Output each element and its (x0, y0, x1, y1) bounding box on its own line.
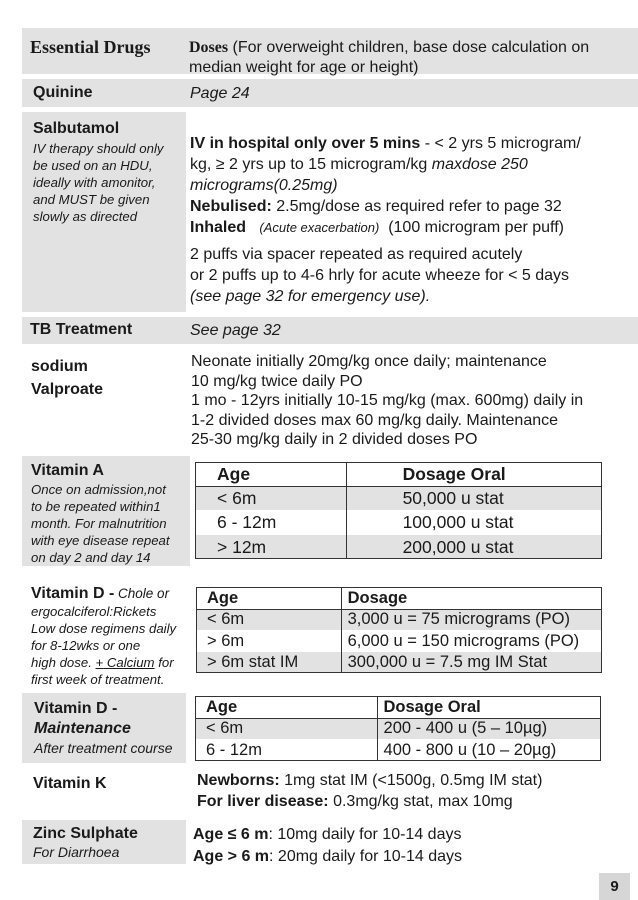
table-cell: 200,000 u stat (346, 535, 601, 559)
vitamin-k-l2-bold: For liver disease: (197, 793, 329, 810)
quinine-name: Quinine (33, 84, 93, 101)
table-row (197, 587, 602, 609)
vitamin-a-table (195, 462, 602, 559)
salbutamol-dose (190, 133, 630, 307)
zinc-l2-bold: Age > 6 m (193, 848, 270, 865)
vitamin-d-maint-table (195, 696, 601, 761)
table-row (196, 486, 602, 510)
header-doses-line2: median weight for age or height) (189, 59, 419, 76)
salbutamol-note-line: and MUST be given (33, 192, 150, 207)
vitamin-k-name: Vitamin K (33, 775, 107, 792)
vitamin-d-name-line (31, 585, 169, 603)
vitamin-d-maint-name-2: Maintenance (34, 720, 131, 737)
valproate-name-1: sodium (31, 358, 88, 375)
salbutamol-iv-line2-a: kg, ≥ 2 yrs up to 15 microgram/kg (190, 156, 432, 173)
vitamin-d-table (196, 587, 602, 673)
table-row (197, 609, 602, 630)
salbutamol-iv-line3: micrograms(0.25mg) (190, 177, 338, 194)
vitamin-d-name: Vitamin D - (31, 585, 115, 602)
vitamin-d-note-line: Low dose regimens daily (31, 621, 177, 636)
header-doses (189, 38, 634, 78)
zinc-note: For Diarrhoea (33, 844, 120, 860)
table-row (197, 652, 602, 673)
vitamin-a-name: Vitamin A (31, 462, 104, 479)
zinc-dose (193, 824, 633, 868)
zinc-l1-rest: : 10mg daily for 10-14 days (268, 826, 462, 843)
vitamin-k-line1 (197, 770, 637, 791)
vitamin-k-l1-bold: Newborns: (197, 772, 280, 789)
table-row (196, 510, 602, 535)
zinc-l1-bold: Age ≤ 6 m (193, 826, 269, 843)
valproate-name-2: Valproate (31, 381, 104, 398)
vitamin-d-note4-d: for (154, 655, 174, 670)
salbutamol-neb-bold: Nebulised: (190, 198, 272, 215)
table-cell: 300,000 u = 7.5 mg IM Stat (341, 652, 601, 673)
vitamin-d-note-line: for 8-12wks or one (31, 638, 141, 653)
valproate-line: 1-2 divided doses max 60 mg/kg daily. Maintenance (191, 411, 559, 429)
table-cell: 50,000 u stat (346, 486, 601, 510)
vitamin-d-name-note: Chole or (114, 586, 170, 601)
salbutamol-iv-line2 (190, 154, 630, 175)
table-cell: 100,000 u stat (346, 510, 601, 535)
salbutamol-nebulised (190, 196, 630, 217)
salbutamol-note-line: IV therapy should only (33, 141, 164, 156)
salbutamol-note-line: be used on an HDU, (33, 158, 153, 173)
table-row (196, 739, 601, 761)
table-header-dosage: Dosage Oral (377, 696, 600, 718)
table-header-age: Age (197, 587, 342, 609)
salbutamol-inhaled (190, 217, 630, 238)
header-doses-rest: (For overweight children, base dose calculation on (228, 39, 590, 56)
vitamin-d-plusminus: + (95, 655, 104, 670)
table-header-age: Age (196, 696, 378, 718)
salbutamol-note-line: slowly as directed (33, 209, 138, 224)
salbutamol-iv-line2-b: maxdose 250 (431, 156, 528, 173)
vitamin-d-calcium: Calcium (103, 655, 155, 670)
vitamin-a-header-divider (195, 486, 602, 487)
table-cell: 6,000 u = 150 micrograms (PO) (341, 630, 601, 652)
quinine-dose: Page 24 (190, 85, 250, 102)
salbutamol-inh-rest: (100 microgram per puff) (388, 219, 564, 236)
salbutamol-inh-bold: Inhaled (190, 219, 247, 236)
table-cell: 6 - 12m (196, 510, 347, 535)
vitamin-d-note (31, 603, 191, 688)
vitamin-k-line2 (197, 791, 637, 812)
table-header-dosage: Dosage (341, 587, 601, 609)
zinc-name: Zinc Sulphate (33, 825, 138, 842)
header-doses-bold: Doses (189, 39, 229, 56)
salbutamol-iv-line1 (190, 133, 630, 154)
salbutamol-note (33, 140, 186, 225)
table-cell: 400 - 800 u (10 – 20µg) (377, 739, 600, 761)
table-cell: < 6m (196, 718, 378, 739)
table-cell: < 6m (196, 486, 347, 510)
valproate-line: 25-30 mg/kg daily in 2 divided doses PO (191, 431, 478, 448)
quinine-band (22, 79, 638, 107)
salbutamol-line-c: (see page 32 for emergency use). (190, 288, 431, 305)
salbutamol-name: Salbutamol (33, 120, 120, 137)
table-row (196, 696, 601, 718)
table-cell: 3,000 u = 75 micrograms (PO) (341, 609, 601, 630)
vitamin-d-note-line (31, 654, 191, 671)
vitamin-d-note4-a: high dose. (31, 655, 96, 670)
table-row (196, 462, 602, 486)
vitamin-d-maint-name-1: Vitamin D - (34, 700, 118, 717)
salbutamol-neb-rest: 2.5mg/dose as required refer to page 32 (271, 198, 562, 215)
vitamin-k-dose (197, 770, 637, 812)
zinc-l2-rest: : 20mg daily for 10-14 days (269, 848, 463, 865)
zinc-line1 (193, 824, 633, 846)
table-cell: > 12m (196, 535, 347, 559)
salbutamol-line-b: or 2 puffs up to 4-6 hrly for acute wheeze for < 5 days (190, 267, 570, 284)
valproate-dose (191, 352, 631, 450)
table-header-dosage: Dosage Oral (346, 462, 601, 486)
vitamin-a-note (31, 481, 191, 566)
vitamin-a-note-line: with eye disease repeat (31, 533, 170, 548)
salbutamol-iv-rest: - < 2 yrs 5 microgram/ (420, 135, 581, 152)
vitamin-a-note-line: Once on admission,not (31, 482, 166, 497)
vitamin-d-maint-note: After treatment course (34, 740, 173, 756)
zinc-line2 (193, 846, 633, 868)
vitamin-a-note-line: on day 2 and day 14 (31, 550, 151, 565)
vitamin-k-l2-rest: 0.3mg/kg stat, max 10mg (328, 793, 513, 810)
vitamin-d-maint-header-divider (195, 718, 601, 719)
vitamin-d-note-line: ergocalciferol:Rickets (31, 604, 157, 619)
vitamin-d-header-divider (196, 609, 602, 610)
table-cell: > 6m (197, 630, 342, 652)
table-cell: 200 - 400 u (5 – 10µg) (377, 718, 600, 739)
tb-name: TB Treatment (30, 321, 133, 338)
table-cell: < 6m (197, 609, 342, 630)
valproate-line: 1 mo - 12yrs initially 10-15 mg/kg (max. 600mg) daily in (191, 392, 584, 409)
table-cell: > 6m stat IM (197, 652, 342, 673)
page-number: 9 (599, 873, 630, 900)
table-row (196, 535, 602, 559)
table-cell: 6 - 12m (196, 739, 378, 761)
header-essential-drugs: Essential Drugs (30, 37, 151, 57)
vitamin-a-note-line: month. For malnutrition (31, 516, 167, 531)
salbutamol-iv-bold: IV in hospital only over 5 mins (190, 135, 421, 152)
salbutamol-line-a: 2 puffs via spacer repeated as required acutely (190, 246, 523, 263)
table-row (196, 718, 601, 739)
salbutamol-inh-italic: (Acute exacerbation) (259, 220, 380, 235)
valproate-line: 10 mg/kg twice daily PO (191, 372, 363, 390)
vitamin-d-note-line: first week of treatment. (31, 672, 165, 687)
table-header-age: Age (196, 462, 347, 486)
vitamin-k-l1-rest: 1mg stat IM (<1500g, 0.5mg IM stat) (279, 772, 543, 789)
tb-dose: See page 32 (190, 322, 281, 339)
salbutamol-note-line: ideally with amonitor, (33, 175, 156, 190)
valproate-line: Neonate initially 20mg/kg once daily; maintenance (191, 353, 547, 370)
table-row (197, 630, 602, 652)
vitamin-a-note-line: to be repeated within1 (31, 499, 161, 514)
